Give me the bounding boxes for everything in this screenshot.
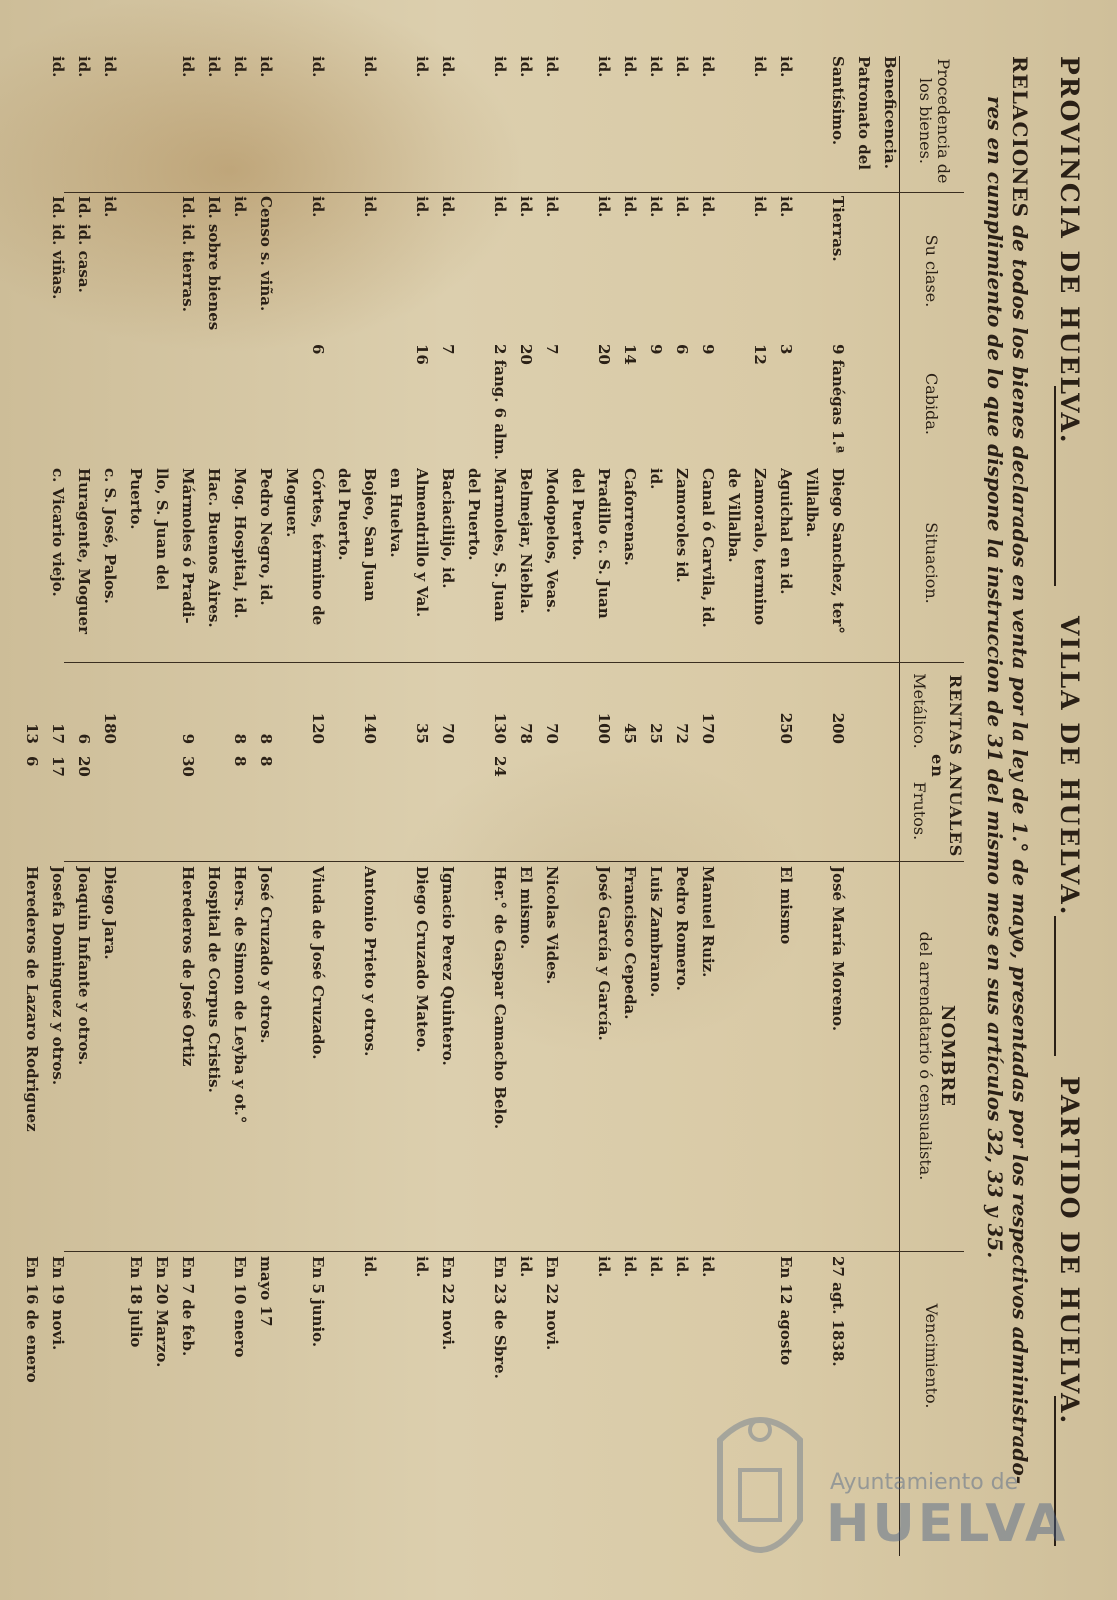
cell-sit: del Puerto.	[569, 468, 587, 561]
table-row	[639, 56, 665, 1556]
cell-proc: Beneficencia.	[881, 56, 899, 169]
cell-sit: Caforrenas.	[621, 468, 639, 566]
header-rule-1	[1054, 386, 1056, 586]
cell-met: 130	[491, 712, 509, 744]
table-row	[691, 56, 717, 1556]
cell-ven: mayo 17	[257, 1256, 275, 1327]
table-row	[535, 56, 561, 1556]
cell-proc: id.	[101, 56, 119, 78]
cell-sit: Hac. Buenos Aires.	[205, 468, 223, 628]
cell-cab: 2 fang. 6 alm.	[491, 344, 509, 460]
cell-ven: En 18 julio	[127, 1256, 145, 1348]
intro-line-1: de todos los bienes declarados en venta por la ley de 1.° de mayo, presentadas por los respectivos administrado-	[1008, 225, 1032, 1485]
partido-title: PARTIDO DE HUELVA.	[1055, 1076, 1084, 1426]
cell-ven: En 23 de Sbre.	[491, 1256, 509, 1379]
table-row	[821, 56, 847, 1556]
cell-clase: id.	[647, 196, 665, 218]
cell-clase: id.	[361, 196, 379, 218]
table-row	[665, 56, 691, 1556]
cell-fru: 24	[491, 756, 509, 777]
table-row	[327, 56, 353, 1556]
cell-met: 45	[621, 723, 639, 744]
cell-sit: Almendrillo y Val.	[413, 468, 431, 618]
cell-sit: Canal ó Carvila, id.	[699, 468, 717, 628]
cell-proc: Patronato del	[855, 56, 873, 170]
cell-nom: El mismo	[777, 866, 795, 945]
cell-nom: Hospital de Corpus Cristis.	[205, 866, 223, 1093]
cell-fru: 8	[231, 756, 249, 767]
col-cabida: Cabida.	[922, 372, 941, 435]
cell-nom: Herederos de José Ortiz	[179, 866, 197, 1067]
cell-ven: id.	[647, 1256, 665, 1278]
cell-clase: id.	[595, 196, 613, 218]
cell-sit: del Puerto.	[465, 468, 483, 561]
cell-sit: Puerto.	[127, 468, 145, 530]
cell-proc: id.	[309, 56, 327, 78]
table-row	[223, 56, 249, 1556]
cell-nom: José García y García.	[595, 866, 613, 1041]
table-header	[899, 56, 964, 1556]
cell-clase: Id. id. casa.	[75, 196, 93, 293]
column-divider	[64, 662, 964, 663]
cell-met: 180	[101, 712, 119, 744]
table-row	[275, 56, 301, 1556]
cell-proc: id.	[257, 56, 275, 78]
cell-nom: Luis Zambrano.	[647, 866, 665, 998]
cell-proc: id.	[205, 56, 223, 78]
cell-ven: En 19 novi.	[49, 1256, 67, 1351]
column-divider	[64, 192, 964, 193]
cell-sit: Mog. Hospital, id.	[231, 468, 249, 619]
cell-proc: id.	[777, 56, 795, 78]
table-row	[873, 56, 899, 1556]
table-row	[431, 56, 457, 1556]
table-body	[15, 56, 899, 1556]
cell-proc: id.	[647, 56, 665, 78]
col-frutos: Frutos.	[910, 781, 929, 841]
cell-met: 6	[75, 733, 93, 744]
cell-clase: Id. id. viñas.	[49, 196, 67, 300]
cell-clase: id.	[673, 196, 691, 218]
cell-nom: Viuda de José Cruzado.	[309, 866, 327, 1060]
cell-met: 120	[309, 712, 327, 744]
col-procedencia: Procedencia de los bienes.	[916, 58, 953, 184]
cell-clase: Id. id. tierras.	[179, 196, 197, 312]
cell-cab: 9 fanégas 1.ª	[829, 344, 847, 454]
cell-cab: 20	[595, 344, 613, 365]
table-row	[795, 56, 821, 1556]
col-situacion: Situacion.	[922, 522, 941, 604]
cell-nom: Diego Jara.	[101, 866, 119, 960]
cell-clase: id.	[543, 196, 561, 218]
rotated-content	[23, 56, 1084, 1556]
cell-ven: id.	[595, 1256, 613, 1278]
cell-cab: 7	[439, 344, 457, 355]
table-row	[119, 56, 145, 1556]
cell-cab: 12	[751, 344, 769, 365]
cell-fru: 8	[257, 756, 275, 767]
cell-proc: Santísimo.	[829, 56, 847, 146]
col-clase: Su clase.	[922, 234, 941, 308]
cell-clase: Tierras.	[829, 196, 847, 262]
cell-sit: Modopelos, Veas.	[543, 468, 561, 613]
cell-clase: id.	[309, 196, 327, 218]
table-row	[93, 56, 119, 1556]
cell-ven: En 22 novi.	[439, 1256, 457, 1351]
cell-nom: Manuel Ruiz.	[699, 866, 717, 978]
table-row	[379, 56, 405, 1556]
cell-fru: 17	[49, 756, 67, 777]
cell-ven: En 16 de enero	[23, 1256, 41, 1383]
column-divider	[64, 1251, 964, 1252]
cell-met: 100	[595, 712, 613, 744]
cell-proc: id.	[49, 56, 67, 78]
cell-proc: id.	[673, 56, 691, 78]
cell-clase: id.	[777, 196, 795, 218]
cell-met: 35	[413, 723, 431, 744]
cell-ven: id.	[699, 1256, 717, 1278]
cell-fru: 6	[23, 756, 41, 767]
cell-clase: Censo s. viña.	[257, 196, 275, 312]
cell-ven: id.	[413, 1256, 431, 1278]
cell-ven: id.	[361, 1256, 379, 1278]
cell-nom: Diego Cruzado Mateo.	[413, 866, 431, 1053]
cell-proc: id.	[361, 56, 379, 78]
intro-caps: RELACIONES	[1008, 56, 1032, 219]
cell-nom: El mismo.	[517, 866, 535, 950]
cell-met: 78	[517, 723, 535, 744]
cell-sit: Córtes, término de	[309, 468, 327, 626]
intro-line-2: res en cumplimiento de lo que dispone la instruccion de 31 del mismo mes en sus artículos 32, 33 y 35.	[983, 96, 1007, 1259]
cell-proc: id.	[621, 56, 639, 78]
table-row	[509, 56, 535, 1556]
cell-met: 70	[439, 723, 457, 744]
cell-nom: Josefa Dominguez y otros.	[49, 866, 67, 1086]
cell-sit: Moguer.	[283, 468, 301, 538]
watermark-line-1: Ayuntamiento de	[830, 1470, 1019, 1495]
cell-sit: Bojeo, San Juan	[361, 468, 379, 602]
cell-clase: id.	[491, 196, 509, 218]
cell-met: 8	[257, 733, 275, 744]
cell-clase: id.	[439, 196, 457, 218]
cell-nom: Herederos de Lazaro Rodriguez	[23, 866, 41, 1132]
cell-sit: en Huelva.	[387, 468, 405, 558]
cell-clase: id.	[621, 196, 639, 218]
cell-clase: id.	[517, 196, 535, 218]
cell-sit: c. S. José, Palos.	[101, 468, 119, 604]
table-row	[353, 56, 379, 1556]
cell-cab: 3	[777, 344, 795, 355]
cell-cab: 7	[543, 344, 561, 355]
cell-sit: c. Vicario viejo.	[49, 468, 67, 597]
cell-sit: Diego Sanchez, ter°	[829, 468, 847, 634]
cell-sit: Mármoles ó Pradi-	[179, 468, 197, 624]
watermark-line-2: HUELVA	[826, 1494, 1069, 1554]
cell-sit: Villalba.	[803, 468, 821, 538]
cell-nom: Antonio Prieto y otros.	[361, 866, 379, 1057]
table-row	[171, 56, 197, 1556]
table-row	[613, 56, 639, 1556]
cell-proc: id.	[179, 56, 197, 78]
intro-text	[982, 56, 1032, 1556]
cell-proc: id.	[75, 56, 93, 78]
cell-clase: id.	[231, 196, 249, 218]
table-row	[457, 56, 483, 1556]
cell-cab: 14	[621, 344, 639, 365]
cell-nom: Ignacio Perez Quintero.	[439, 866, 457, 1066]
cell-met: 17	[49, 723, 67, 744]
cell-met: 250	[777, 712, 795, 744]
properties-table	[15, 56, 964, 1556]
cell-nom: Francisco Cepeda.	[621, 866, 639, 1020]
cell-proc: id.	[491, 56, 509, 78]
cell-proc: id.	[231, 56, 249, 78]
cell-nom: Hers. de Simon de Leyba y ot.°	[231, 866, 249, 1124]
cell-met: 72	[673, 723, 691, 744]
header-rule-2	[1054, 916, 1056, 1056]
table-row	[405, 56, 431, 1556]
crest-icon	[700, 1400, 820, 1580]
cell-met: 170	[699, 712, 717, 744]
cell-sit: Zamoralo, termino	[751, 468, 769, 626]
cell-cab: 16	[413, 344, 431, 365]
cell-nom: Nicolas Vides.	[543, 866, 561, 985]
table-row	[847, 56, 873, 1556]
cell-clase: id.	[751, 196, 769, 218]
cell-proc: id.	[595, 56, 613, 78]
cell-ven: En 10 enero	[231, 1256, 249, 1358]
cell-met: 8	[231, 733, 249, 744]
cell-sit: Baciacilijo, id.	[439, 468, 457, 589]
cell-met: 200	[829, 712, 847, 744]
header-row	[1044, 56, 1084, 1556]
table-row	[41, 56, 67, 1556]
cell-sit: Pradillo c. S. Juan	[595, 468, 613, 619]
cell-cab: 9	[699, 344, 717, 355]
cell-sit: Pedro Negro, id.	[257, 468, 275, 606]
cell-met: 13	[23, 723, 41, 744]
cell-nom: Her.° de Gaspar Camacho Belo.	[491, 866, 509, 1130]
cell-clase: id.	[699, 196, 717, 218]
cell-nom: Joaquin Infante y otros.	[75, 866, 93, 1066]
column-divider	[64, 861, 964, 862]
cell-ven: En 12 agosto	[777, 1256, 795, 1366]
cell-proc: id.	[517, 56, 535, 78]
cell-ven: En 22 novi.	[543, 1256, 561, 1351]
table-row	[249, 56, 275, 1556]
province-title: PROVINCIA DE HUELVA.	[1055, 56, 1084, 445]
cell-sit: Marmoles, S. Juan	[491, 468, 509, 622]
cell-ven: En 20 Marzo.	[153, 1256, 171, 1368]
cell-sit: id.	[647, 468, 665, 490]
cell-proc: id.	[699, 56, 717, 78]
cell-sit: Aguichal en id.	[777, 468, 795, 595]
cell-fru: 20	[75, 756, 93, 777]
cell-sit: Zamoroles id.	[673, 468, 691, 583]
cell-ven: En 7 de feb.	[179, 1256, 197, 1357]
cell-nom: José María Moreno.	[829, 866, 847, 1032]
table-row	[67, 56, 93, 1556]
table-row	[301, 56, 327, 1556]
table-row	[145, 56, 171, 1556]
table-row	[717, 56, 743, 1556]
col-nombre-sub: del arrendatario ó censualista.	[916, 931, 935, 1181]
table-row	[743, 56, 769, 1556]
cell-fru: 30	[179, 756, 197, 777]
cell-proc: id.	[439, 56, 457, 78]
cell-proc: id.	[751, 56, 769, 78]
table-row	[561, 56, 587, 1556]
cell-cab: 9	[647, 344, 665, 355]
col-rentas: RENTAS ANUALES en	[928, 674, 965, 858]
watermark	[700, 1390, 1100, 1590]
cell-clase: id.	[413, 196, 431, 218]
cell-sit: Belmejar, Niebla.	[517, 468, 535, 614]
cell-sit: llo, S. Juan del	[153, 468, 171, 591]
cell-sit: de Villalba.	[725, 468, 743, 563]
cell-sit: Huragente, Moguer	[75, 468, 93, 635]
col-nombre: NOMBRE	[937, 1005, 958, 1107]
cell-proc: id.	[413, 56, 431, 78]
table-row	[15, 56, 41, 1556]
cell-sit: del Puerto.	[335, 468, 353, 561]
table-row	[197, 56, 223, 1556]
cell-proc: id.	[543, 56, 561, 78]
cell-met: 9	[179, 733, 197, 744]
cell-met: 70	[543, 723, 561, 744]
col-metalico: Metálico.	[910, 673, 929, 749]
col-vencimiento: Vencimiento.	[922, 1303, 941, 1409]
table-row	[483, 56, 509, 1556]
table-row	[587, 56, 613, 1556]
cell-clase: id.	[101, 196, 119, 218]
cell-met: 25	[647, 723, 665, 744]
table-row	[769, 56, 795, 1556]
cell-cab: 6	[309, 344, 327, 355]
villa-title: VILLA DE HUELVA.	[1055, 616, 1084, 917]
cell-clase: Id. sobre bienes	[205, 196, 223, 331]
cell-cab: 6	[673, 344, 691, 355]
cell-ven: En 5 junio.	[309, 1256, 327, 1348]
cell-met: 140	[361, 712, 379, 744]
cell-ven: id.	[673, 1256, 691, 1278]
cell-cab: 20	[517, 344, 535, 365]
cell-ven: 27 agt. 1838.	[829, 1256, 847, 1367]
cell-nom: José Cruzado y otros.	[257, 866, 275, 1044]
cell-ven: id.	[621, 1256, 639, 1278]
cell-nom: Pedro Romero.	[673, 866, 691, 991]
cell-ven: id.	[517, 1256, 535, 1278]
